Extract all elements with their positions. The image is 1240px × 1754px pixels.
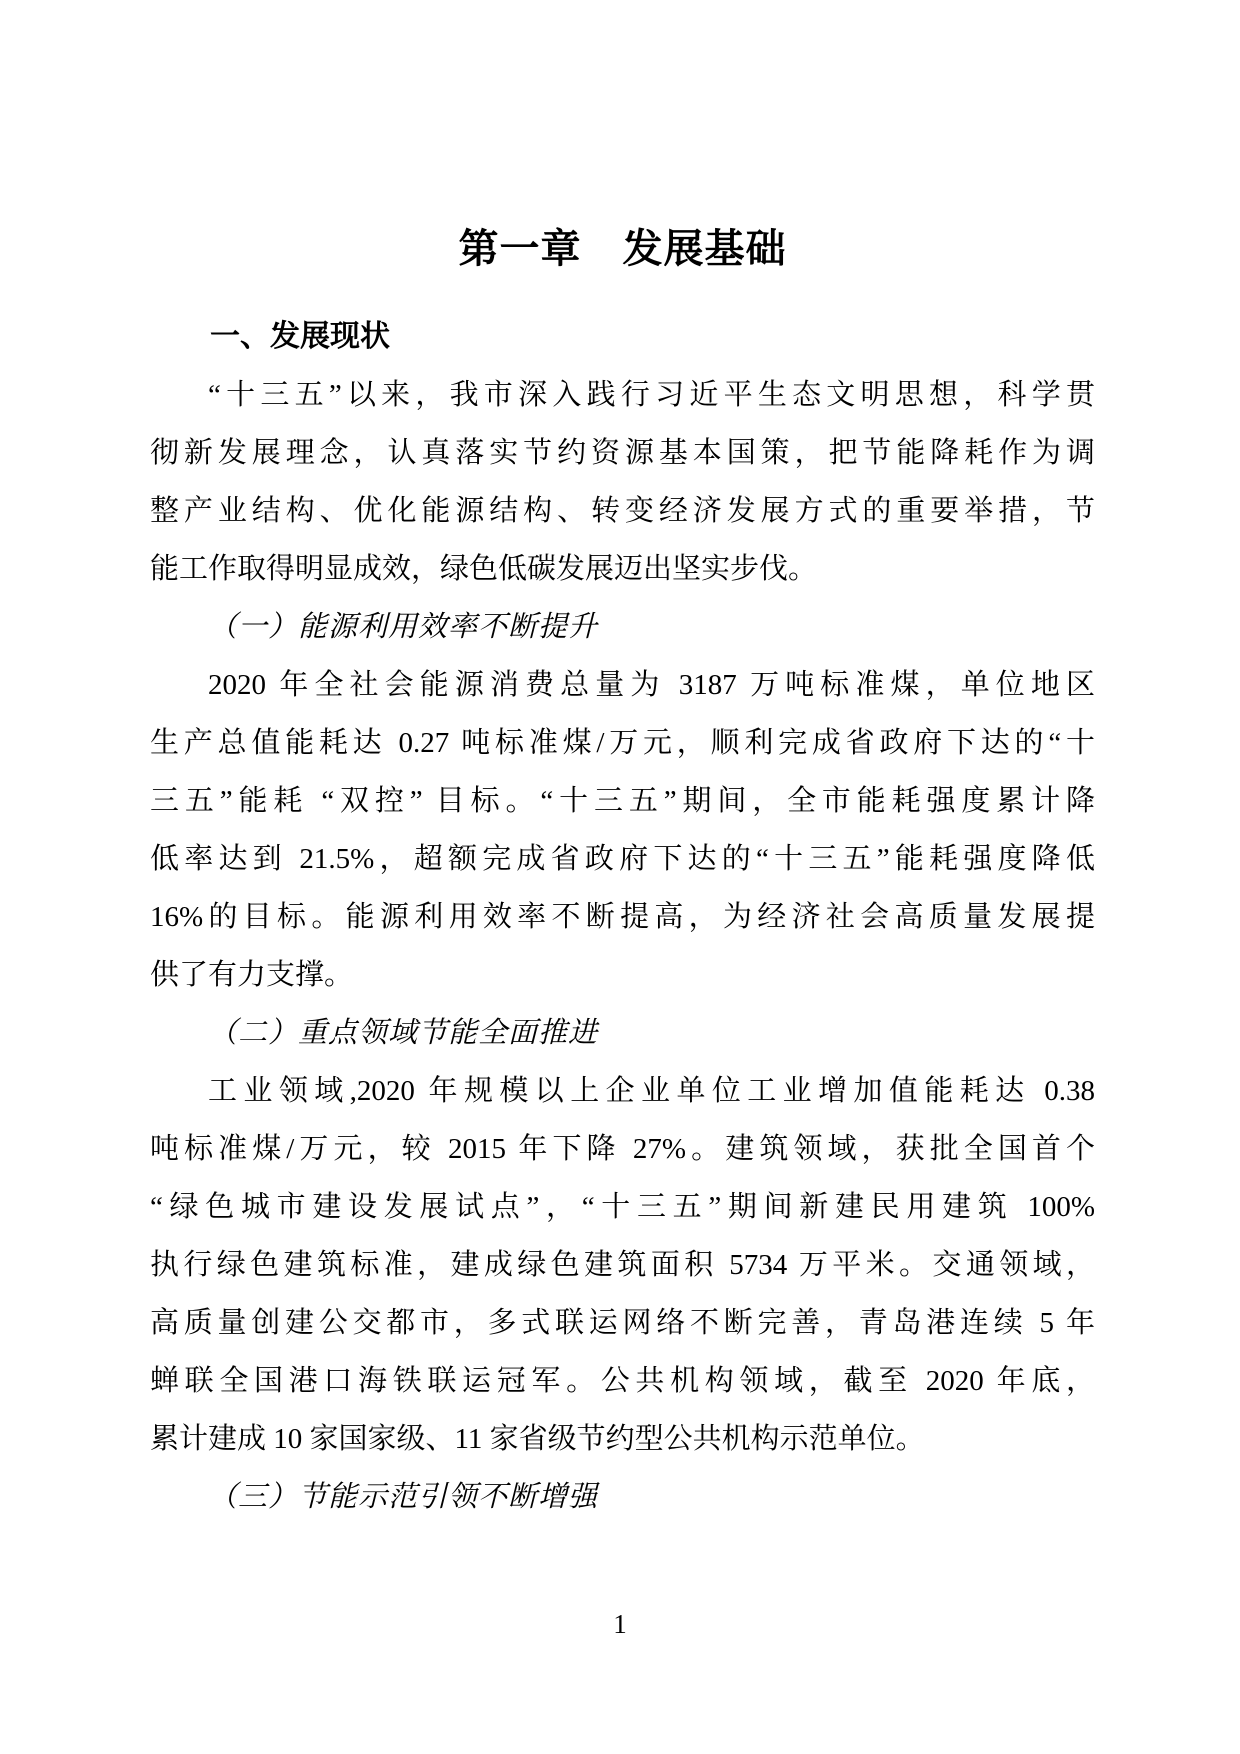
paragraph-line: 执行绿色建筑标准，建成绿色建筑面积 5734 万平米。交通领域， <box>150 1249 1095 1281</box>
paragraph-line: 工业领域,2020 年规模以上企业单位工业增加值能耗达 0.38 <box>208 1075 1095 1107</box>
paragraph <box>150 1062 1095 1468</box>
paragraph-line: 2020 年全社会能源消费总量为 3187 万吨标准煤，单位地区 <box>208 669 1095 701</box>
section-heading: 一、发展现状 <box>210 320 390 353</box>
paragraph-line: 16%的目标。能源利用效率不断提高，为经济社会高质量发展提 <box>150 901 1095 933</box>
paragraph-line: 累计建成 10 家国家级、11 家省级节约型公共机构示范单位。 <box>150 1423 925 1455</box>
chapter-title: 第一章 发展基础 <box>458 227 787 271</box>
paragraph-line: 低率达到 21.5%，超额完成省政府下达的“十三五”能耗强度降低 <box>150 843 1095 875</box>
subsection-heading: （二）重点领域节能全面推进 <box>208 1017 599 1049</box>
paragraph-line: “十三五”以来，我市深入践行习近平生态文明思想，科学贯 <box>208 379 1095 411</box>
paragraph-line: 整产业结构、优化能源结构、转变经济发展方式的重要举措，节 <box>150 495 1095 527</box>
paragraph-line: 能工作取得明显成效，绿色低碳发展迈出坚实步伐。 <box>150 553 818 585</box>
paragraph-line: 生产总值能耗达 0.27 吨标准煤/万元，顺利完成省政府下达的“十 <box>150 727 1095 759</box>
paragraph-line: “绿色城市建设发展试点”，“十三五”期间新建民用建筑 100% <box>150 1191 1095 1223</box>
paragraph-line: 三五”能耗 “双控” 目标。“十三五”期间，全市能耗强度累计降 <box>150 785 1095 817</box>
subsection-heading: （一）能源利用效率不断提升 <box>208 611 599 643</box>
paragraph-line: 供了有力支撑。 <box>150 959 354 991</box>
paragraph-line: 彻新发展理念，认真落实节约资源基本国策，把节能降耗作为调 <box>150 437 1095 469</box>
page-number: 1 <box>613 1609 627 1639</box>
paragraph-line: 蝉联全国港口海铁联运冠军。公共机构领域，截至 2020 年底， <box>150 1365 1095 1397</box>
paragraph <box>150 366 1095 598</box>
paragraph-line: 高质量创建公交都市，多式联运网络不断完善，青岛港连续 5 年 <box>150 1307 1095 1339</box>
paragraph <box>150 656 1095 1004</box>
subsection-heading: （三）节能示范引领不断增强 <box>208 1481 599 1513</box>
paragraph-line: 吨标准煤/万元，较 2015 年下降 27%。建筑领域，获批全国首个 <box>150 1133 1095 1165</box>
document-body <box>150 308 1095 1526</box>
